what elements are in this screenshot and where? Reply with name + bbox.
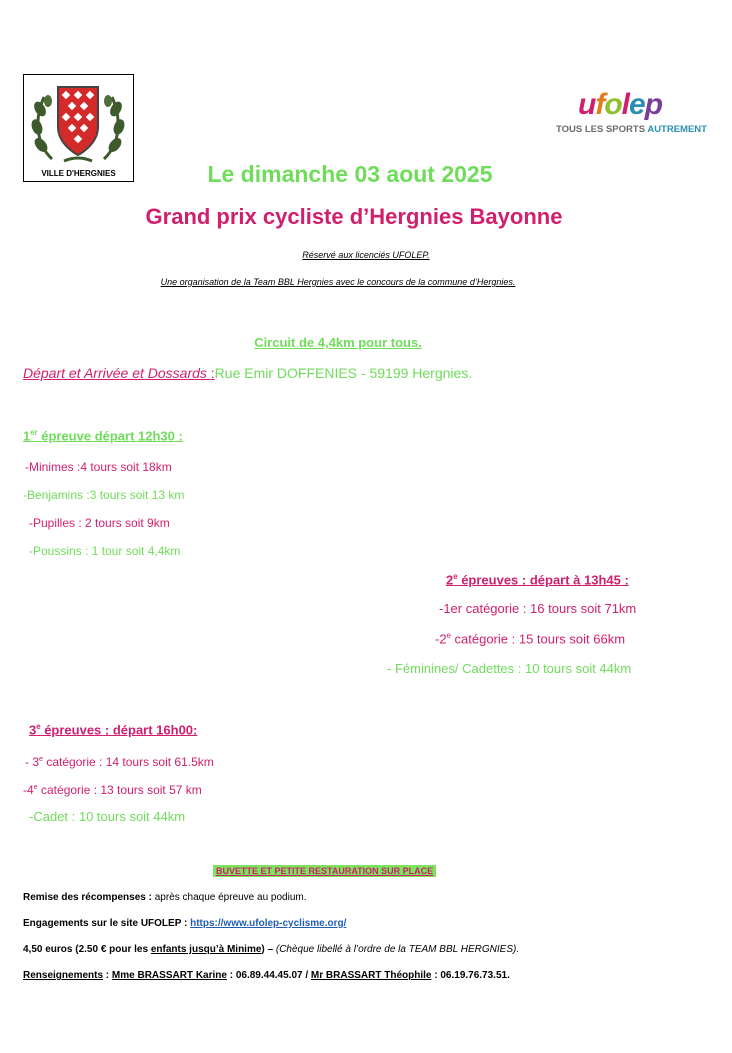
circuit-heading: Circuit de 4,4km pour tous. <box>254 335 422 350</box>
depart-address: Rue Emir DOFFENIES - 59199 Hergnies. <box>214 365 473 381</box>
engagements-line: Engagements sur le site UFOLEP : https://www.ufolep-cyclisme.org/ <box>23 918 347 929</box>
epreuve1-item-poussins: -Poussins : 1 tour soit 4,4km <box>29 544 181 558</box>
epreuve3-item-1: - 3e catégorie : 14 tours soit 61.5km <box>25 754 214 769</box>
depart-line <box>23 365 472 381</box>
epreuve2-item-2: -2e catégorie : 15 tours soit 66km <box>435 631 626 647</box>
event-date: Le dimanche 03 aout 2025 <box>207 161 493 187</box>
price-line: 4,50 euros (2.50 € pour les enfants jusqu’à Minime) – (Chèque libellé à l’ordre de la TEAM BBL HERGNIES). <box>23 944 520 955</box>
epreuve1-heading: 1er épreuve départ 12h30 : <box>23 428 183 444</box>
epreuve3-item-2: -4e catégorie : 13 tours soit 57 km <box>23 782 202 797</box>
ufolep-tagline: TOUS LES SPORTS AUTREMENT <box>556 124 707 135</box>
reserved-note: Réservé aux licenciés UFOLEP. <box>302 250 430 260</box>
renseignements-line: Renseignements : Mme BRASSART Karine : 06.89.44.45.07 / Mr BRASSART Théophile : 06.19.76.73.51. <box>23 970 510 981</box>
ufolep-link[interactable]: https://www.ufolep-cyclisme.org/ <box>190 918 347 929</box>
depart-colon: : <box>210 365 215 381</box>
epreuve3-heading: 3e épreuves : départ 16h00: <box>29 722 198 738</box>
organisation-note: Une organisation de la Team BBL Hergnies avec le concours de la commune d’Hergnies. <box>160 277 516 287</box>
depart-label: Départ et Arrivée et Dossards <box>23 365 211 381</box>
epreuve1-item-benjamins: -Benjamins :3 tours soit 13 km <box>23 488 185 502</box>
epreuve1-item-pupilles: -Pupilles : 2 tours soit 9km <box>29 516 170 530</box>
epreuve1-item-minimes: -Minimes :4 tours soit 18km <box>25 460 172 474</box>
logo-caption: VILLE D'HERGNIES <box>41 169 116 178</box>
ufolep-logo <box>556 88 731 138</box>
epreuve2-item-3: - Féminines/ Cadettes : 10 tours soit 44km <box>387 661 632 676</box>
ufolep-wordmark: ufolep <box>578 88 663 121</box>
buvette-banner: BUVETTE ET PETITE RESTAURATION SUR PLACE <box>213 865 436 877</box>
epreuve2-heading: 2e épreuves : départ à 13h45 : <box>446 572 629 588</box>
epreuve2-item-1: -1er catégorie : 16 tours soit 71km <box>439 601 637 616</box>
epreuve3-item-3: -Cadet : 10 tours soit 44km <box>29 809 186 824</box>
event-title: Grand prix cycliste d’Hergnies Bayonne <box>145 204 563 229</box>
remise-line: Remise des récompenses : après chaque épreuve au podium. <box>23 892 307 903</box>
coat-of-arms-icon <box>24 79 132 169</box>
